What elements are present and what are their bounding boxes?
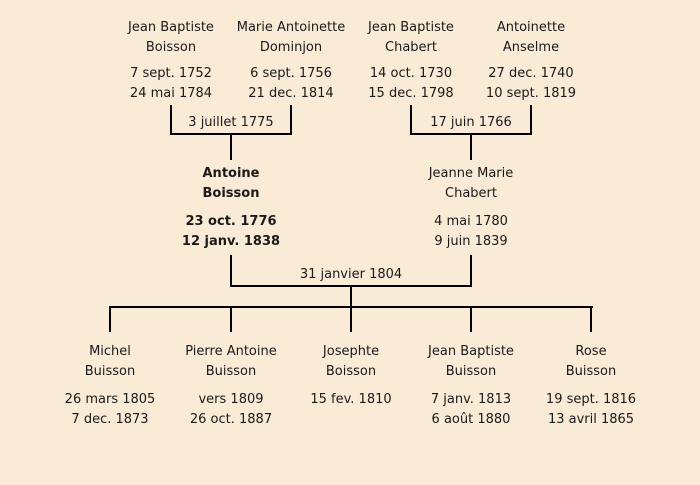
death-date: 6 août 1880 xyxy=(431,412,511,427)
death-date: 9 juin 1839 xyxy=(434,234,508,249)
birth-date: 23 oct. 1776 xyxy=(185,214,277,229)
person-name-line1: Michel xyxy=(89,344,131,359)
birth-date: 6 sept. 1756 xyxy=(250,66,332,81)
connector-line xyxy=(230,307,232,332)
person-card xyxy=(286,342,416,410)
person-card xyxy=(166,164,296,252)
connector-line xyxy=(350,307,352,332)
connector-line xyxy=(470,255,472,286)
person-name-line1: Jeanne Marie xyxy=(428,166,514,181)
person-name-line2: Chabert xyxy=(445,186,497,201)
person-name-line1: Pierre Antoine xyxy=(185,344,277,359)
person-name-line2: Boisson xyxy=(202,186,260,201)
person-name-line2: Buisson xyxy=(205,364,257,379)
person-name-line2: Buisson xyxy=(445,364,497,379)
person-name-line1: Antoine xyxy=(202,166,260,181)
birth-date: 19 sept. 1816 xyxy=(545,392,637,407)
death-date: 10 sept. 1819 xyxy=(485,86,577,101)
marriage-date-label: 17 juin 1766 xyxy=(430,115,512,130)
person-name-line2: Anselme xyxy=(502,40,560,55)
person-card xyxy=(406,164,536,252)
person-name-line1: Jean Baptiste xyxy=(428,344,514,359)
connector-line xyxy=(230,134,232,160)
birth-date: 14 oct. 1730 xyxy=(369,66,453,81)
death-date: 12 janv. 1838 xyxy=(181,234,281,249)
birth-date: 15 fev. 1810 xyxy=(310,392,392,407)
person-name-line2: Boisson xyxy=(325,364,377,379)
death-date: 13 avril 1865 xyxy=(547,412,635,427)
death-date: 26 oct. 1887 xyxy=(189,412,273,427)
death-date: 24 mai 1784 xyxy=(129,86,213,101)
person-name-line2: Chabert xyxy=(385,40,437,55)
death-date: 15 dec. 1798 xyxy=(368,86,454,101)
person-card xyxy=(526,342,656,430)
connector-line xyxy=(470,134,472,160)
person-card xyxy=(45,342,175,430)
birth-date: 7 sept. 1752 xyxy=(130,66,212,81)
person-name-line1: Marie Antoinette xyxy=(236,20,346,35)
person-name-line2: Dominjon xyxy=(259,40,323,55)
person-name-line1: Josephte xyxy=(322,344,380,359)
person-card xyxy=(166,342,296,430)
birth-date: 27 dec. 1740 xyxy=(488,66,574,81)
person-name-line2: Boisson xyxy=(145,40,197,55)
person-name-line2: Buisson xyxy=(565,364,617,379)
person-name-line1: Jean Baptiste xyxy=(368,20,454,35)
birth-date: 4 mai 1780 xyxy=(434,214,508,229)
connector-line xyxy=(590,307,592,332)
marriage-date-label: 31 janvier 1804 xyxy=(299,267,403,282)
marriage-date-label: 3 juillet 1775 xyxy=(188,115,274,130)
person-name-line1: Rose xyxy=(575,344,607,359)
death-date: 21 dec. 1814 xyxy=(248,86,334,101)
person-name-line2: Buisson xyxy=(84,364,136,379)
person-card xyxy=(466,18,596,104)
birth-date: vers 1809 xyxy=(198,392,264,407)
person-card xyxy=(106,18,236,104)
person-name-line1: Jean Baptiste xyxy=(128,20,214,35)
person-name-line1: Antoinette xyxy=(496,20,566,35)
person-card xyxy=(346,18,476,104)
death-date: 7 dec. 1873 xyxy=(71,412,149,427)
connector-line xyxy=(470,307,472,332)
person-card xyxy=(406,342,536,430)
birth-date: 7 janv. 1813 xyxy=(430,392,512,407)
person-card xyxy=(226,18,356,104)
birth-date: 26 mars 1805 xyxy=(64,392,156,407)
connector-line xyxy=(230,255,232,286)
connector-line xyxy=(350,286,352,307)
connector-line xyxy=(109,307,111,332)
